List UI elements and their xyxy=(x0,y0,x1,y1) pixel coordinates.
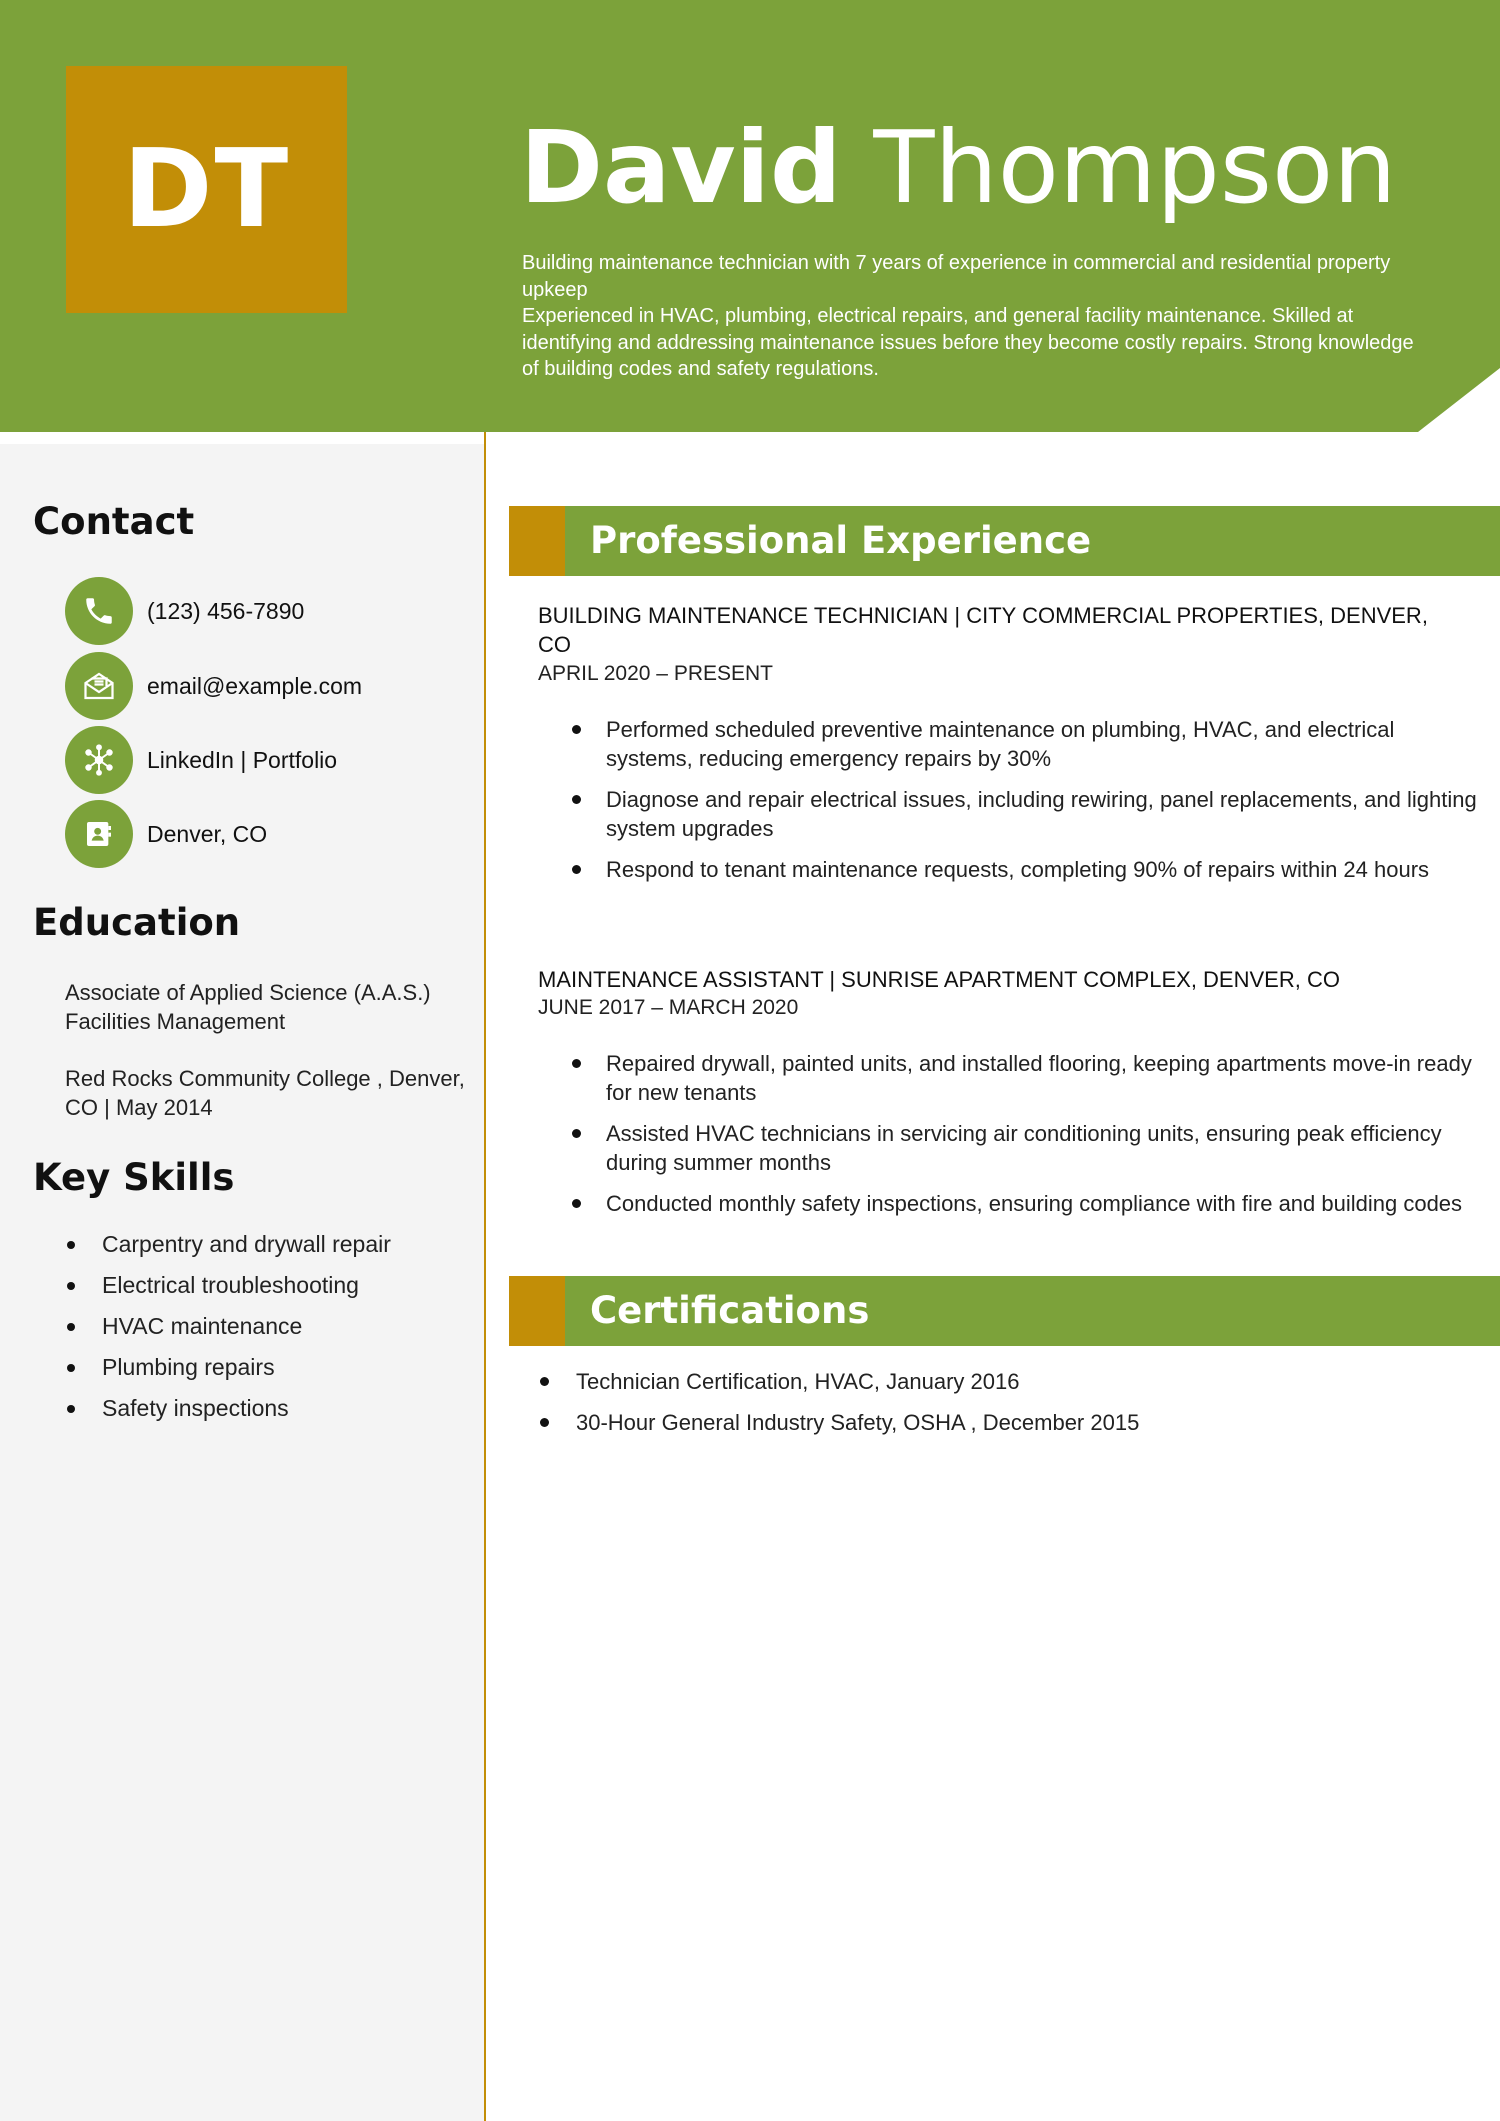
certification-item: 30-Hour General Industry Safety, OSHA , December 2015 xyxy=(538,1408,1139,1449)
summary-line-2: Experienced in HVAC, plumbing, electrical repairs, and general facility maintenance. Skilled at identifying and addressing maintenance issues before they become costly repairs. Strong knowledge of building codes and safety regulations. xyxy=(522,305,1414,380)
phone-icon xyxy=(65,577,133,645)
skill-item: HVAC maintenance xyxy=(65,1312,391,1353)
candidate-name xyxy=(520,109,1397,226)
header-notch xyxy=(1418,368,1500,432)
skill-item: Electrical troubleshooting xyxy=(65,1271,391,1312)
job-bullet: Conducted monthly safety inspections, ensuring compliance with fire and building codes xyxy=(572,1189,1482,1218)
certifications-list xyxy=(538,1367,1139,1449)
certification-item: Technician Certification, HVAC, January 2016 xyxy=(538,1367,1139,1408)
skills-heading: Key Skills xyxy=(33,1156,235,1199)
contact-phone-row xyxy=(65,577,304,645)
education-heading: Education xyxy=(33,901,241,944)
job-bullets-2 xyxy=(572,1049,1482,1230)
job-bullet: Repaired drywall, painted units, and installed flooring, keeping apartments move-in ready for new tenants xyxy=(572,1049,1482,1107)
contact-email-row xyxy=(65,652,362,720)
job-bullet: Respond to tenant maintenance requests, completing 90% of repairs within 24 hours xyxy=(572,855,1482,884)
job-bullet: Diagnose and repair electrical issues, including rewiring, panel replacements, and lighting system upgrades xyxy=(572,785,1482,843)
job-bullet: Assisted HVAC technicians in servicing air conditioning units, ensuring peak efficiency during summer months xyxy=(572,1119,1482,1177)
section-accent xyxy=(509,1276,565,1346)
job-title-1: BUILDING MAINTENANCE TECHNICIAN | CITY COMMERCIAL PROPERTIES, DENVER, CO xyxy=(538,603,1428,657)
summary xyxy=(522,250,1422,383)
email-text[interactable]: email@example.com xyxy=(147,672,363,699)
skill-item: Safety inspections xyxy=(65,1394,391,1435)
education-school: Red Rocks Community College , Denver, CO | May 2014 xyxy=(65,1066,465,1120)
monogram-box xyxy=(66,66,347,313)
skills-list xyxy=(65,1230,391,1435)
summary-line-1: Building maintenance technician with 7 years of experience in commercial and residential property upkeep xyxy=(522,252,1391,301)
job-dates-1: APRIL 2020 – PRESENT xyxy=(538,662,773,685)
job-bullets-1 xyxy=(572,715,1482,896)
certifications-section-bar xyxy=(509,1276,1500,1346)
job-dates-2: JUNE 2017 – MARCH 2020 xyxy=(538,996,799,1019)
job-title-2: MAINTENANCE ASSISTANT | SUNRISE APARTMENT COMPLEX, DENVER, CO xyxy=(538,967,1340,992)
skill-item: Plumbing repairs xyxy=(65,1353,391,1394)
network-icon xyxy=(65,726,133,794)
contact-links-row xyxy=(65,726,337,794)
first-name: David xyxy=(520,109,842,226)
contact-heading: Contact xyxy=(33,500,195,543)
experience-heading: Professional Experience xyxy=(590,519,1092,562)
last-name: Thompson xyxy=(873,109,1397,226)
contact-card-icon xyxy=(65,800,133,868)
experience-section-bar xyxy=(509,506,1500,576)
links-text[interactable]: LinkedIn | Portfolio xyxy=(147,746,338,773)
column-divider xyxy=(484,432,486,2121)
monogram-initials: DT xyxy=(122,127,291,252)
email-icon xyxy=(65,652,133,720)
section-accent xyxy=(509,506,565,576)
certifications-heading: Certifications xyxy=(590,1289,870,1332)
job-bullet: Performed scheduled preventive maintenance on plumbing, HVAC, and electrical systems, reducing emergency repairs by 30% xyxy=(572,715,1482,773)
location-text: Denver, CO xyxy=(147,820,268,847)
phone-text[interactable]: (123) 456-7890 xyxy=(147,597,305,624)
contact-location-row xyxy=(65,800,267,868)
education-degree: Associate of Applied Science (A.A.S.) Facilities Management xyxy=(65,980,431,1034)
skill-item: Carpentry and drywall repair xyxy=(65,1230,391,1271)
